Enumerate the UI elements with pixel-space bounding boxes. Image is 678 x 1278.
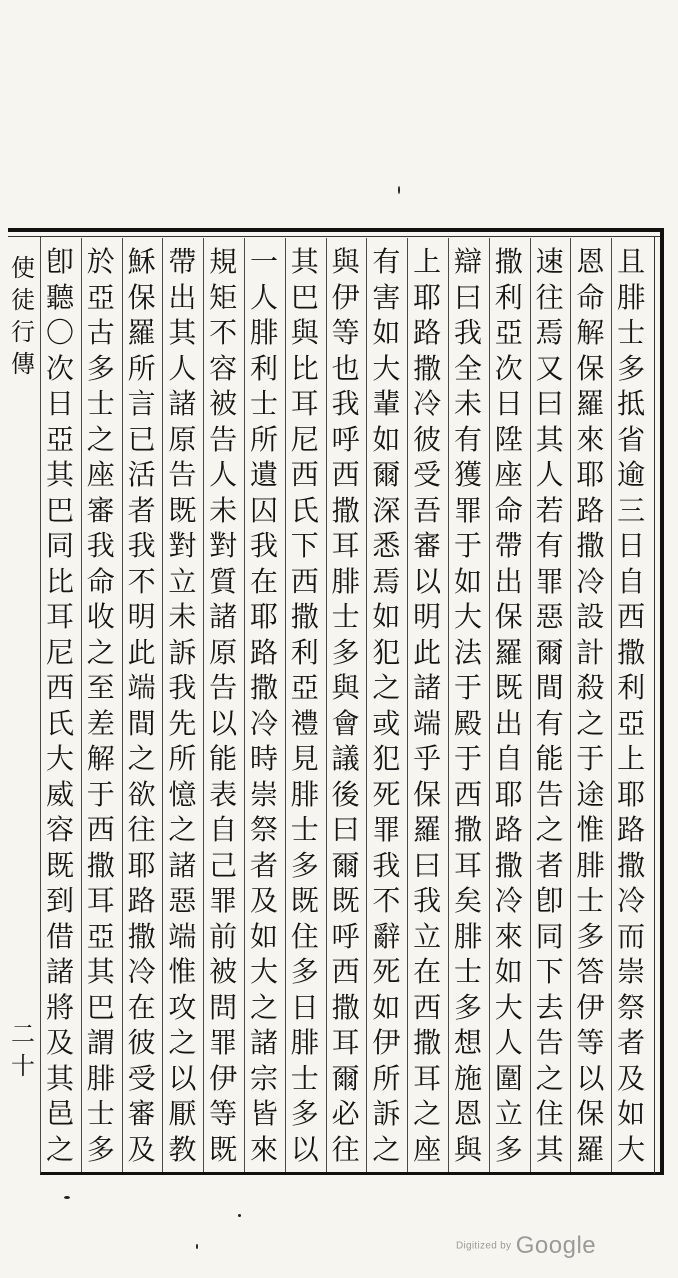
text-column: 穌保羅所言已活者我不明此端間之欲往耶路撒冷在彼受審及 — [127, 245, 156, 1164]
text-column: 辯曰我全未有獲罪于如大法于殿于西撒耳矣腓士多想施恩與 — [453, 245, 482, 1164]
column-rule — [122, 238, 123, 1172]
text-column: 規矩不容被告人未對質諸原告以能表自己罪前被問罪伊等既 — [209, 245, 238, 1164]
text-column: 速往焉又曰其人若有罪惡爾間有能告之者卽同下去告之住其 — [535, 245, 564, 1164]
frame-border-right — [660, 228, 664, 1175]
text-column: 撒利亞次日陞座命帶出保羅既出自耶路撒冷來如大人圍立多 — [494, 245, 523, 1164]
frame-border-right-inner — [654, 236, 655, 1174]
text-column: 且腓士多抵省逾三日自西撒利亞上耶路撒冷而崇祭者及如大 — [617, 245, 646, 1164]
column-rule — [203, 238, 204, 1172]
column-rule — [448, 238, 449, 1172]
text-column: 上耶路撒冷彼受吾審以明此諸端乎保羅曰我立在西撒耳之座 — [413, 245, 442, 1164]
column-rule — [366, 238, 367, 1172]
text-column: 與伊等也我呼西撒耳腓士多與會議後曰爾既呼西撒耳爾必往 — [331, 245, 360, 1164]
scan-speck — [64, 1196, 70, 1199]
column-rule — [285, 238, 286, 1172]
text-column: 一人腓利士所遺囚我在耶路撒冷時崇祭者及如大之諸宗皆來 — [249, 245, 278, 1164]
text-column: 其巴與比耳尼西氏下西撒利亞禮見腓士多既住多日腓士多以 — [290, 245, 319, 1164]
book-title: 使徒行傳 — [11, 254, 35, 378]
text-column: 有害如大輩如爾深悉焉如犯之或犯死罪我不辭死如伊所訴之 — [372, 245, 401, 1164]
scan-speck — [238, 1214, 241, 1217]
text-column: 卽聽〇次日亞其巴同比耳尼西氏大威容既到借諸將及其邑之 — [45, 245, 74, 1164]
column-rule — [81, 238, 82, 1172]
column-rule — [244, 238, 245, 1172]
text-column: 於亞古多士之座審我命收之至差解于西撒耳亞其巴謂腓士多 — [86, 245, 115, 1164]
column-rule — [326, 238, 327, 1172]
frame-border-bottom — [40, 1172, 664, 1175]
folio-number: 二十 — [11, 1020, 35, 1080]
text-column: 恩命解保羅來耶路撒冷設計殺之于途惟腓士多答伊等以保羅 — [576, 245, 605, 1164]
column-rule — [407, 238, 408, 1172]
google-logo: Google — [515, 1232, 597, 1259]
column-rule — [162, 238, 163, 1172]
scan-speck — [196, 1244, 198, 1249]
text-column: 帶出其人諸原告既對立未訴我先所憶之諸惡端惟攻之以厭教 — [168, 245, 197, 1164]
column-rule — [489, 238, 490, 1172]
column-rule — [40, 238, 41, 1172]
column-rule — [530, 238, 531, 1172]
frame-border-top — [8, 228, 664, 232]
frame-border-top-inner — [8, 236, 664, 237]
digitized-watermark — [456, 1232, 596, 1260]
scan-speck — [398, 186, 400, 194]
column-rule — [611, 238, 612, 1172]
column-rule — [570, 238, 571, 1172]
watermark-prefix: Digitized by — [456, 1240, 512, 1252]
